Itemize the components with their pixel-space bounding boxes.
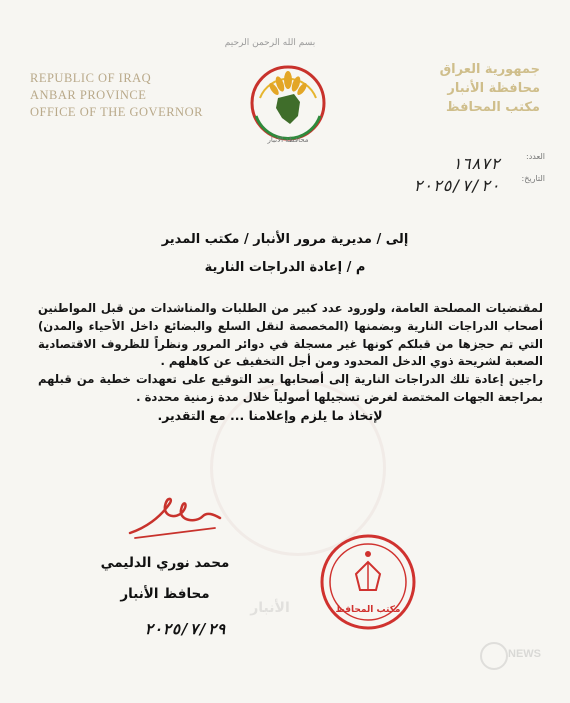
bottom-watermark-text: الأنبار — [250, 600, 290, 616]
reference-number-value: ١٦٨٧٢ — [451, 154, 500, 173]
news-logo-circle-icon — [480, 642, 508, 670]
subject-line: م / إعادة الدراجات النارية — [204, 260, 366, 275]
letterhead-ar-line-1: جمهورية العراق — [439, 62, 540, 77]
signature-date: ٢٠٢٥/٧/٢٩ — [144, 620, 226, 638]
body-paragraph-2: راجين إعادة تلك الدراجات النارية إلى أصحابها بعد التوقيع على تعهدات خطية من قبلهم بمراجعة الجهات المختصة لغرض تسجيلها أصولياً خلال مدة زمنية محددة . — [38, 372, 543, 404]
signatory-title: محافظ الأنبار — [120, 586, 210, 602]
signature-scribble-icon — [125, 488, 225, 543]
english-letterhead — [30, 70, 203, 121]
letter-body — [38, 300, 543, 407]
letterhead-ar-line-2: محافظة الأنبار — [447, 81, 540, 96]
letterhead-en-line-3: OFFICE OF THE GOVERNOR — [30, 105, 203, 119]
reference-date-value: ٢٠٢٥/٧/٢٠ — [413, 176, 500, 195]
reference-number-row — [395, 152, 545, 174]
body-paragraph-1: لمقتضيات المصلحة العامة، ولورود عدد كبير من الطلبات والمناشدات من قبل المواطنين أصحاب الدراجات النارية وبضمنها (المخصصة لنقل السلع والبضائع داخل الأحياء والمدن) التي تم حجزها من قبلكم كونها غير مسجلة في دوائر المرور ونظراً للظروف الاقتصادية الصعبة لشريحة ذوي الدخل المحدود ومن أجل التخفيف عن كاهلهم . — [38, 301, 543, 369]
reference-number-label: العدد: — [526, 152, 545, 161]
stamp-label: مكتب المحافظ — [335, 605, 401, 615]
reference-block — [395, 152, 545, 196]
emblem-caption: محافظة الأنبار — [267, 136, 309, 144]
news-watermark-logo — [480, 640, 550, 670]
letterhead-en-line-2: ANBAR PROVINCE — [30, 88, 147, 102]
signatory-name: محمد نوري الدليمي — [100, 555, 230, 571]
letterhead-en-line-1: REPUBLIC OF IRAQ — [30, 71, 152, 85]
closing-line: لإتخاذ ما يلزم وإعلامنا ... مع التقدير. — [157, 408, 383, 423]
bismillah-header: بسم الله الرحمن الرحيم — [224, 38, 316, 48]
arabic-letterhead — [400, 60, 540, 117]
reference-date-label: التاريخ: — [521, 174, 545, 183]
letterhead-ar-line-3: مكتب المحافظ — [446, 100, 540, 115]
news-logo-text: NEWS — [508, 648, 541, 660]
reference-date-row — [395, 174, 545, 196]
addressee-line: إلى / مديرية مرور الأنبار / مكتب المدير — [161, 232, 409, 247]
official-stamp-icon — [318, 532, 418, 632]
